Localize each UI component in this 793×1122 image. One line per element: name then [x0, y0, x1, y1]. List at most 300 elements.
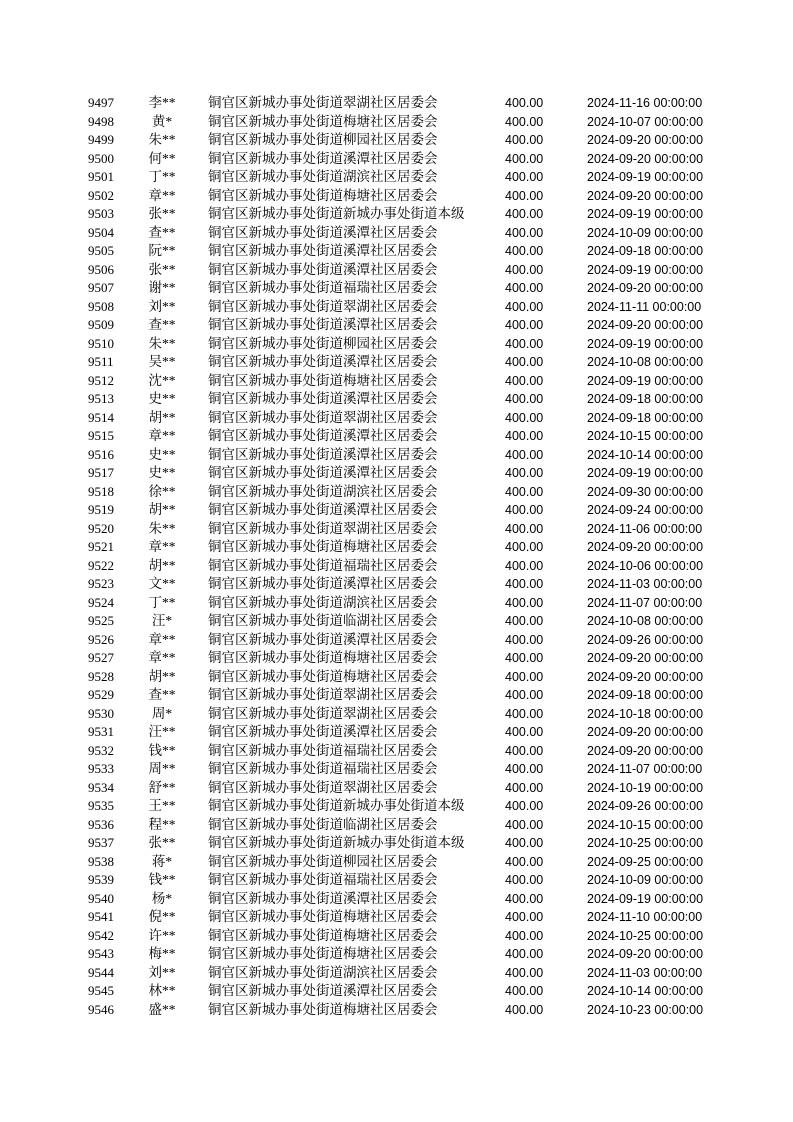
organization-cell: 铜官区新城办事处街道溪潭社区居委会: [208, 243, 438, 258]
amount-cell: 400.00: [505, 651, 544, 665]
organization-cell: 铜官区新城办事处街道临湖社区居委会: [208, 613, 438, 628]
datetime-cell: 2024-11-03 00:00:00: [587, 577, 703, 591]
organization-cell: 铜官区新城办事处街道柳园社区居委会: [208, 853, 438, 869]
organization-cell: 铜官区新城办事处街道翠湖社区居委会: [208, 779, 438, 795]
organization-cell: 铜官区新城办事处街道翠湖社区居委会: [208, 520, 438, 536]
amount-cell: 400.00: [505, 244, 544, 258]
organization-cell: 铜官区新城办事处街道溪潭社区居委会: [208, 446, 438, 462]
table-row: [0, 594, 793, 613]
table-row: [0, 964, 793, 983]
person-name-cell: 钱**: [148, 872, 176, 887]
datetime-cell: 2024-09-19 00:00:00: [587, 891, 704, 906]
record-id-cell: 9542: [88, 927, 114, 943]
record-id-cell: 9520: [88, 520, 114, 536]
person-name-cell: 徐**: [148, 483, 176, 499]
record-id-cell: 9499: [88, 132, 114, 147]
table-row: [0, 298, 793, 317]
datetime-cell: 2024-09-20 00:00:00: [587, 743, 704, 758]
amount-cell: 400.00: [505, 558, 544, 573]
table-row: [0, 113, 793, 132]
table-row: [0, 834, 793, 853]
datetime-cell: 2024-10-06 00:00:00: [587, 558, 704, 573]
organization-cell: 铜官区新城办事处街道梅塘社区居委会: [208, 650, 438, 665]
record-id-cell: 9538: [88, 853, 114, 869]
amount-cell: 400.00: [505, 225, 544, 240]
organization-cell: 铜官区新城办事处街道溪潭社区居委会: [208, 354, 438, 369]
record-id-cell: 9537: [88, 835, 114, 850]
datetime-cell: 2024-09-20 00:00:00: [587, 669, 704, 684]
datetime-cell: 2024-10-08 00:00:00: [587, 614, 704, 628]
record-id-cell: 9544: [88, 964, 114, 980]
person-name-cell: 文**: [148, 576, 176, 591]
record-id-cell: 9501: [88, 169, 114, 184]
record-id-cell: 9519: [88, 502, 114, 517]
datetime-cell: 2024-09-18 00:00:00: [587, 244, 704, 258]
organization-cell: 铜官区新城办事处街道新城办事处街道本级: [208, 206, 465, 221]
person-name-cell: 史**: [148, 446, 176, 462]
organization-cell: 铜官区新城办事处街道福瑞社区居委会: [208, 557, 438, 573]
table-row: [0, 224, 793, 243]
record-id-cell: 9526: [88, 631, 114, 647]
person-name-cell: 朱**: [148, 520, 176, 536]
datetime-cell: 2024-09-30 00:00:00: [587, 484, 704, 499]
amount-cell: 400.00: [505, 151, 544, 166]
person-name-cell: 林**: [148, 983, 176, 998]
datetime-cell: 2024-11-03 00:00:00: [587, 965, 703, 980]
record-id-cell: 9543: [88, 946, 114, 961]
amount-cell: 400.00: [505, 133, 544, 147]
organization-cell: 铜官区新城办事处街道梅塘社区居委会: [208, 539, 438, 554]
datetime-cell: 2024-09-26 00:00:00: [587, 632, 704, 647]
organization-cell: 铜官区新城办事处街道福瑞社区居委会: [208, 761, 438, 776]
datetime-cell: 2024-11-11 00:00:00: [587, 299, 702, 314]
organization-cell: 铜官区新城办事处街道翠湖社区居委会: [208, 409, 438, 425]
person-name-cell: 张**: [148, 261, 176, 277]
datetime-cell: 2024-10-18 00:00:00: [587, 706, 704, 721]
person-name-cell: 梅**: [148, 946, 176, 961]
amount-cell: 400.00: [505, 281, 544, 295]
table-row: [0, 668, 793, 687]
record-id-cell: 9502: [88, 187, 114, 203]
table-row: [0, 353, 793, 372]
amount-cell: 400.00: [505, 965, 544, 980]
table-row: [0, 316, 793, 335]
datetime-cell: 2024-10-09 00:00:00: [587, 225, 704, 240]
amount-cell: 400.00: [505, 595, 544, 610]
table-row: [0, 409, 793, 428]
organization-cell: 铜官区新城办事处街道福瑞社区居委会: [208, 872, 438, 887]
amount-cell: 400.00: [505, 299, 544, 314]
organization-cell: 铜官区新城办事处街道临湖社区居委会: [208, 816, 438, 832]
person-name-cell: 章**: [148, 650, 176, 665]
organization-cell: 铜官区新城办事处街道溪潭社区居委会: [208, 391, 438, 406]
person-name-cell: 查**: [148, 317, 176, 332]
person-name-cell: 倪**: [148, 909, 176, 924]
datetime-cell: 2024-10-23 00:00:00: [587, 1002, 704, 1017]
person-name-cell: 钱**: [148, 742, 176, 758]
record-id-cell: 9518: [88, 483, 114, 499]
amount-cell: 400.00: [505, 928, 544, 943]
datetime-cell: 2024-09-19 00:00:00: [587, 262, 704, 277]
organization-cell: 铜官区新城办事处街道梅塘社区居委会: [208, 946, 438, 961]
table-row: [0, 797, 793, 816]
table-row: [0, 168, 793, 187]
record-id-cell: 9527: [88, 650, 114, 665]
record-id-cell: 9546: [88, 1001, 114, 1017]
organization-cell: 铜官区新城办事处街道溪潭社区居委会: [208, 724, 438, 739]
person-name-cell: 黄*: [151, 113, 173, 129]
person-name-cell: 胡**: [148, 409, 176, 425]
record-id-cell: 9531: [88, 724, 114, 739]
person-name-cell: 吴**: [148, 354, 176, 369]
datetime-cell: 2024-09-19 00:00:00: [587, 207, 704, 221]
datetime-cell: 2024-09-20 00:00:00: [587, 151, 704, 166]
amount-cell: 400.00: [505, 614, 544, 628]
table-row: [0, 464, 793, 483]
table-row: [0, 538, 793, 557]
table-row: [0, 760, 793, 779]
datetime-cell: 2024-10-07 00:00:00: [587, 114, 704, 129]
organization-cell: 铜官区新城办事处街道湖滨社区居委会: [208, 483, 438, 499]
record-id-cell: 9503: [88, 206, 114, 221]
person-name-cell: 丁**: [148, 169, 176, 184]
amount-cell: 400.00: [505, 262, 544, 277]
record-id-cell: 9508: [88, 298, 114, 314]
record-id-cell: 9522: [88, 557, 114, 573]
person-name-cell: 查**: [148, 687, 176, 702]
amount-cell: 400.00: [505, 188, 544, 203]
organization-cell: 铜官区新城办事处街道溪潭社区居委会: [208, 631, 438, 647]
amount-cell: 400.00: [505, 836, 544, 850]
organization-cell: 铜官区新城办事处街道溪潭社区居委会: [208, 428, 438, 443]
records-table-body: [0, 94, 793, 1019]
organization-cell: 铜官区新城办事处街道翠湖社区居委会: [208, 687, 438, 702]
table-row: [0, 908, 793, 927]
table-row: [0, 686, 793, 705]
amount-cell: 400.00: [505, 207, 544, 221]
table-row: [0, 520, 793, 539]
person-name-cell: 李**: [148, 95, 176, 110]
amount-cell: 400.00: [505, 688, 544, 702]
record-id-cell: 9509: [88, 317, 114, 332]
datetime-cell: 2024-11-07 00:00:00: [587, 762, 703, 776]
person-name-cell: 章**: [148, 187, 176, 203]
table-row: [0, 705, 793, 724]
amount-cell: 400.00: [505, 447, 544, 462]
record-id-cell: 9497: [88, 95, 114, 110]
table-row: [0, 1001, 793, 1020]
organization-cell: 铜官区新城办事处街道溪潭社区居委会: [208, 261, 438, 277]
table-row: [0, 890, 793, 909]
organization-cell: 铜官区新城办事处街道梅塘社区居委会: [208, 187, 438, 203]
datetime-cell: 2024-09-19 00:00:00: [587, 466, 704, 480]
person-name-cell: 阮**: [148, 243, 176, 258]
record-id-cell: 9540: [88, 890, 114, 906]
record-id-cell: 9535: [88, 798, 114, 813]
amount-cell: 400.00: [505, 854, 544, 869]
person-name-cell: 何**: [148, 150, 176, 166]
person-name-cell: 朱**: [148, 132, 176, 147]
table-row: [0, 945, 793, 964]
amount-cell: 400.00: [505, 910, 544, 924]
person-name-cell: 谢**: [148, 280, 176, 295]
table-row: [0, 612, 793, 631]
record-id-cell: 9511: [88, 354, 114, 369]
datetime-cell: 2024-11-06 00:00:00: [587, 521, 703, 536]
person-name-cell: 舒**: [148, 779, 176, 795]
datetime-cell: 2024-11-07 00:00:00: [587, 595, 703, 610]
record-id-cell: 9545: [88, 983, 114, 998]
amount-cell: 400.00: [505, 466, 544, 480]
amount-cell: 400.00: [505, 114, 544, 129]
organization-cell: 铜官区新城办事处街道梅塘社区居委会: [208, 113, 438, 129]
person-name-cell: 汪**: [148, 724, 176, 739]
table-row: [0, 205, 793, 224]
table-row: [0, 871, 793, 890]
amount-cell: 400.00: [505, 392, 544, 406]
table-row: [0, 927, 793, 946]
organization-cell: 铜官区新城办事处街道翠湖社区居委会: [208, 298, 438, 314]
person-name-cell: 张**: [148, 835, 176, 850]
amount-cell: 400.00: [505, 873, 544, 887]
datetime-cell: 2024-11-16 00:00:00: [587, 96, 703, 110]
record-id-cell: 9529: [88, 687, 114, 702]
datetime-cell: 2024-10-14 00:00:00: [587, 984, 704, 998]
datetime-cell: 2024-09-24 00:00:00: [587, 503, 704, 517]
table-row: [0, 723, 793, 742]
amount-cell: 400.00: [505, 891, 544, 906]
person-name-cell: 许**: [148, 927, 176, 943]
organization-cell: 铜官区新城办事处街道新城办事处街道本级: [208, 798, 465, 813]
organization-cell: 铜官区新城办事处街道柳园社区居委会: [208, 335, 438, 351]
organization-cell: 铜官区新城办事处街道福瑞社区居委会: [208, 280, 438, 295]
datetime-cell: 2024-09-20 00:00:00: [587, 281, 704, 295]
organization-cell: 铜官区新城办事处街道柳园社区居委会: [208, 132, 438, 147]
amount-cell: 400.00: [505, 170, 544, 184]
organization-cell: 铜官区新城办事处街道梅塘社区居委会: [208, 372, 438, 388]
organization-cell: 铜官区新城办事处街道溪潭社区居委会: [208, 224, 438, 240]
datetime-cell: 2024-09-26 00:00:00: [587, 799, 704, 813]
amount-cell: 400.00: [505, 373, 544, 388]
amount-cell: 400.00: [505, 503, 544, 517]
table-row: [0, 335, 793, 354]
organization-cell: 铜官区新城办事处街道湖滨社区居委会: [208, 169, 438, 184]
organization-cell: 铜官区新城办事处街道溪潭社区居委会: [208, 576, 438, 591]
person-name-cell: 胡**: [148, 668, 176, 684]
table-row: [0, 742, 793, 761]
organization-cell: 铜官区新城办事处街道梅塘社区居委会: [208, 1001, 438, 1017]
amount-cell: 400.00: [505, 484, 544, 499]
record-id-cell: 9524: [88, 594, 114, 610]
record-id-cell: 9514: [88, 409, 114, 425]
organization-cell: 铜官区新城办事处街道新城办事处街道本级: [208, 835, 465, 850]
person-name-cell: 盛**: [148, 1001, 176, 1017]
datetime-cell: 2024-09-20 00:00:00: [587, 188, 704, 203]
record-id-cell: 9506: [88, 261, 114, 277]
record-id-cell: 9504: [88, 224, 114, 240]
person-name-cell: 刘**: [148, 298, 176, 314]
datetime-cell: 2024-09-18 00:00:00: [587, 392, 704, 406]
person-name-cell: 刘**: [148, 964, 176, 980]
organization-cell: 铜官区新城办事处街道翠湖社区居委会: [208, 95, 438, 110]
person-name-cell: 周**: [148, 761, 176, 776]
amount-cell: 400.00: [505, 355, 544, 369]
amount-cell: 400.00: [505, 706, 544, 721]
amount-cell: 400.00: [505, 336, 544, 351]
person-name-cell: 蒋*: [151, 853, 173, 869]
organization-cell: 铜官区新城办事处街道翠湖社区居委会: [208, 705, 438, 721]
table-row: [0, 816, 793, 835]
person-name-cell: 胡**: [148, 557, 176, 573]
table-row: [0, 501, 793, 520]
person-name-cell: 周*: [151, 705, 173, 721]
organization-cell: 铜官区新城办事处街道溪潭社区居委会: [208, 150, 438, 166]
record-id-cell: 9523: [88, 576, 114, 591]
table-row: [0, 131, 793, 150]
table-row: [0, 557, 793, 576]
amount-cell: 400.00: [505, 762, 544, 776]
person-name-cell: 张**: [148, 206, 176, 221]
table-row: [0, 427, 793, 446]
table-row: [0, 853, 793, 872]
record-id-cell: 9532: [88, 742, 114, 758]
datetime-cell: 2024-09-19 00:00:00: [587, 170, 704, 184]
record-id-cell: 9539: [88, 872, 114, 887]
amount-cell: 400.00: [505, 669, 544, 684]
datetime-cell: 2024-11-10 00:00:00: [587, 910, 703, 924]
table-row: [0, 187, 793, 206]
datetime-cell: 2024-10-25 00:00:00: [587, 928, 704, 943]
organization-cell: 铜官区新城办事处街道福瑞社区居委会: [208, 742, 438, 758]
table-row: [0, 446, 793, 465]
amount-cell: 400.00: [505, 318, 544, 332]
person-name-cell: 丁**: [148, 594, 176, 610]
organization-cell: 铜官区新城办事处街道梅塘社区居委会: [208, 909, 438, 924]
record-id-cell: 9530: [88, 705, 114, 721]
organization-cell: 铜官区新城办事处街道溪潭社区居委会: [208, 317, 438, 332]
person-name-cell: 朱**: [148, 335, 176, 351]
person-name-cell: 王**: [148, 798, 176, 813]
datetime-cell: 2024-09-18 00:00:00: [587, 410, 704, 425]
amount-cell: 400.00: [505, 799, 544, 813]
amount-cell: 400.00: [505, 1002, 544, 1017]
person-name-cell: 汪*: [151, 613, 173, 628]
record-id-cell: 9533: [88, 761, 114, 776]
datetime-cell: 2024-09-20 00:00:00: [587, 540, 704, 554]
person-name-cell: 章**: [148, 539, 176, 554]
datetime-cell: 2024-09-20 00:00:00: [587, 725, 704, 739]
amount-cell: 400.00: [505, 780, 544, 795]
amount-cell: 400.00: [505, 984, 544, 998]
amount-cell: 400.00: [505, 577, 544, 591]
person-name-cell: 史**: [148, 465, 176, 480]
organization-cell: 铜官区新城办事处街道梅塘社区居委会: [208, 927, 438, 943]
table-row: [0, 483, 793, 502]
amount-cell: 400.00: [505, 540, 544, 554]
amount-cell: 400.00: [505, 632, 544, 647]
record-id-cell: 9512: [88, 372, 114, 388]
datetime-cell: 2024-09-19 00:00:00: [587, 373, 704, 388]
amount-cell: 400.00: [505, 96, 544, 110]
organization-cell: 铜官区新城办事处街道湖滨社区居委会: [208, 964, 438, 980]
record-id-cell: 9505: [88, 243, 114, 258]
record-id-cell: 9510: [88, 335, 114, 351]
datetime-cell: 2024-10-19 00:00:00: [587, 780, 704, 795]
table-row: [0, 982, 793, 1001]
amount-cell: 400.00: [505, 410, 544, 425]
table-row: [0, 261, 793, 280]
table-row: [0, 150, 793, 169]
organization-cell: 铜官区新城办事处街道梅塘社区居委会: [208, 668, 438, 684]
record-id-cell: 9528: [88, 668, 114, 684]
record-id-cell: 9498: [88, 113, 114, 129]
amount-cell: 400.00: [505, 521, 544, 536]
datetime-cell: 2024-09-18 00:00:00: [587, 688, 704, 702]
person-name-cell: 章**: [148, 631, 176, 647]
table-row: [0, 372, 793, 391]
datetime-cell: 2024-09-25 00:00:00: [587, 854, 704, 869]
organization-cell: 铜官区新城办事处街道溪潭社区居委会: [208, 502, 438, 517]
datetime-cell: 2024-10-08 00:00:00: [587, 355, 704, 369]
record-id-cell: 9516: [88, 446, 114, 462]
table-row: [0, 242, 793, 261]
person-name-cell: 程**: [148, 816, 176, 832]
datetime-cell: 2024-10-15 00:00:00: [587, 817, 704, 832]
organization-cell: 铜官区新城办事处街道溪潭社区居委会: [208, 465, 438, 480]
table-row: [0, 649, 793, 668]
person-name-cell: 查**: [148, 224, 176, 240]
datetime-cell: 2024-09-20 00:00:00: [587, 133, 704, 147]
record-id-cell: 9525: [88, 613, 114, 628]
person-name-cell: 杨*: [151, 890, 173, 906]
person-name-cell: 史**: [148, 391, 176, 406]
record-id-cell: 9536: [88, 816, 114, 832]
person-name-cell: 章**: [148, 428, 176, 443]
table-row: [0, 575, 793, 594]
record-id-cell: 9507: [88, 280, 114, 295]
datetime-cell: 2024-10-14 00:00:00: [587, 447, 704, 462]
record-id-cell: 9517: [88, 465, 114, 480]
record-id-cell: 9500: [88, 150, 114, 166]
organization-cell: 铜官区新城办事处街道溪潭社区居委会: [208, 983, 438, 998]
table-row: [0, 631, 793, 650]
person-name-cell: 沈**: [148, 372, 176, 388]
datetime-cell: 2024-09-20 00:00:00: [587, 318, 704, 332]
organization-cell: 铜官区新城办事处街道湖滨社区居委会: [208, 594, 438, 610]
table-row: [0, 94, 793, 113]
table-row: [0, 779, 793, 798]
table-row: [0, 390, 793, 409]
datetime-cell: 2024-09-20 00:00:00: [587, 651, 704, 665]
amount-cell: 400.00: [505, 743, 544, 758]
datetime-cell: 2024-09-19 00:00:00: [587, 336, 704, 351]
record-id-cell: 9513: [88, 391, 114, 406]
amount-cell: 400.00: [505, 725, 544, 739]
record-id-cell: 9515: [88, 428, 114, 443]
table-row: [0, 279, 793, 298]
organization-cell: 铜官区新城办事处街道溪潭社区居委会: [208, 890, 438, 906]
record-id-cell: 9521: [88, 539, 114, 554]
amount-cell: 400.00: [505, 947, 544, 961]
record-id-cell: 9534: [88, 779, 114, 795]
record-id-cell: 9541: [88, 909, 114, 924]
datetime-cell: 2024-09-20 00:00:00: [587, 947, 704, 961]
datetime-cell: 2024-10-25 00:00:00: [587, 836, 704, 850]
datetime-cell: 2024-10-15 00:00:00: [587, 429, 704, 443]
amount-cell: 400.00: [505, 817, 544, 832]
datetime-cell: 2024-10-09 00:00:00: [587, 873, 704, 887]
amount-cell: 400.00: [505, 429, 544, 443]
